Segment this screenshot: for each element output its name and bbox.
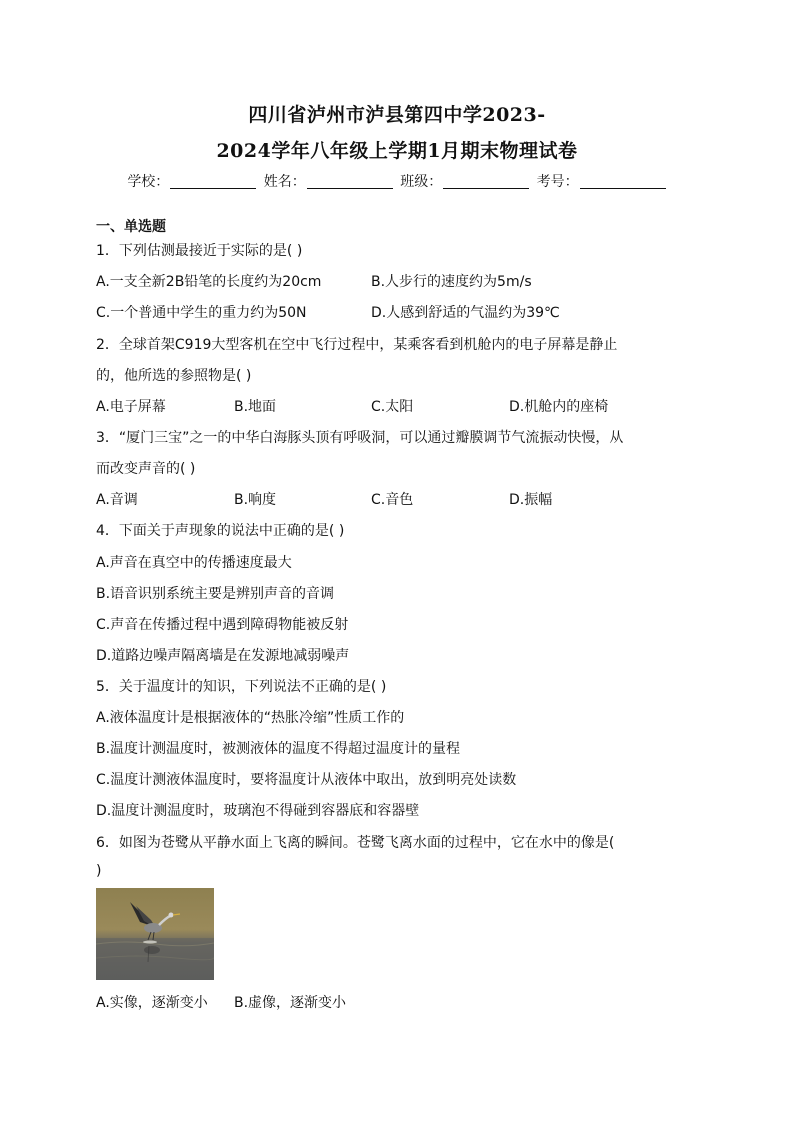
q3-option-c: C.音色	[371, 492, 414, 508]
exam-title-line2: 2024学年八年级上学期1月期末物理试卷	[216, 140, 578, 162]
q3-option-a: A.音调	[96, 492, 138, 508]
name-blank[interactable]	[307, 174, 393, 189]
q5-option-a: A.液体温度计是根据液体的“热胀冷缩”性质工作的	[96, 710, 405, 726]
section-title: 一、单选题	[96, 219, 166, 235]
question-3-stem-line2: 而改变声音的( )	[96, 461, 196, 477]
question-2-stem-line2: 的，他所选的参照物是( )	[96, 368, 252, 384]
school-blank[interactable]	[170, 174, 256, 189]
question-5-stem: 5．关于温度计的知识，下列说法不正确的是( )	[96, 679, 387, 695]
exam-number-blank[interactable]	[580, 174, 666, 189]
q4-option-a: A.声音在真空中的传播速度最大	[96, 555, 292, 571]
q1-option-c: C.一个普通中学生的重力约为50N	[96, 305, 307, 321]
q2-option-c: C.太阳	[371, 399, 414, 415]
q5-option-c: C.温度计测液体温度时，要将温度计从液体中取出，放到明亮处读数	[96, 772, 517, 788]
q3-option-d: D.振幅	[509, 492, 553, 508]
q1-option-d: D.人感到舒适的气温约为39℃	[371, 305, 560, 321]
q6-option-b: B.虚像，逐渐变小	[234, 995, 347, 1011]
q5-option-b: B.温度计测温度时，被测液体的温度不得超过温度计的量程	[96, 741, 461, 757]
question-3-stem-line1: 3．“厦门三宝”之一的中华白海豚头顶有呼吸洞，可以通过瓣膜调节气流振动快慢，从	[96, 430, 624, 446]
q5-option-d: D.温度计测温度时，玻璃泡不得碰到容器底和容器壁	[96, 803, 420, 819]
q2-option-d: D.机舱内的座椅	[509, 399, 609, 415]
class-label: 班级：	[400, 174, 443, 190]
q2-option-b: B.地面	[234, 399, 277, 415]
question-2-stem-line1: 2．全球首架C919大型客机在空中飞行过程中，某乘客看到机舱内的电子屏幕是静止	[96, 337, 618, 353]
question-4-stem: 4．下面关于声现象的说法中正确的是( )	[96, 523, 345, 539]
exam-number-label: 考号：	[536, 174, 579, 190]
q1-option-a: A.一支全新2B铅笔的长度约为20cm	[96, 274, 322, 290]
class-blank[interactable]	[443, 174, 529, 189]
name-label: 姓名：	[263, 174, 306, 190]
q1-option-b: B.人步行的速度约为5m/s	[371, 274, 532, 290]
student-info-row	[0, 171, 794, 191]
question-6-stem-line2: )	[96, 863, 102, 879]
q3-option-b: B.响度	[234, 492, 277, 508]
question-6-stem-line1: 6．如图为苍鹭从平静水面上飞离的瞬间。苍鹭飞离水面的过程中，它在水中的像是(	[96, 835, 615, 851]
question-1-stem: 1．下列估测最接近于实际的是( )	[96, 243, 303, 259]
q2-option-a: A.电子屏幕	[96, 399, 166, 415]
heron-photo	[96, 888, 214, 980]
school-label: 学校：	[127, 174, 170, 190]
q4-option-c: C.声音在传播过程中遇到障碍物能被反射	[96, 617, 349, 633]
q4-option-b: B.语音识别系统主要是辨别声音的音调	[96, 586, 335, 602]
q6-option-a: A.实像，逐渐变小	[96, 995, 208, 1011]
q4-option-d: D.道路边噪声隔离墙是在发源地减弱噪声	[96, 648, 350, 664]
exam-title-line1: 四川省泸州市泸县第四中学2023-	[248, 104, 546, 126]
